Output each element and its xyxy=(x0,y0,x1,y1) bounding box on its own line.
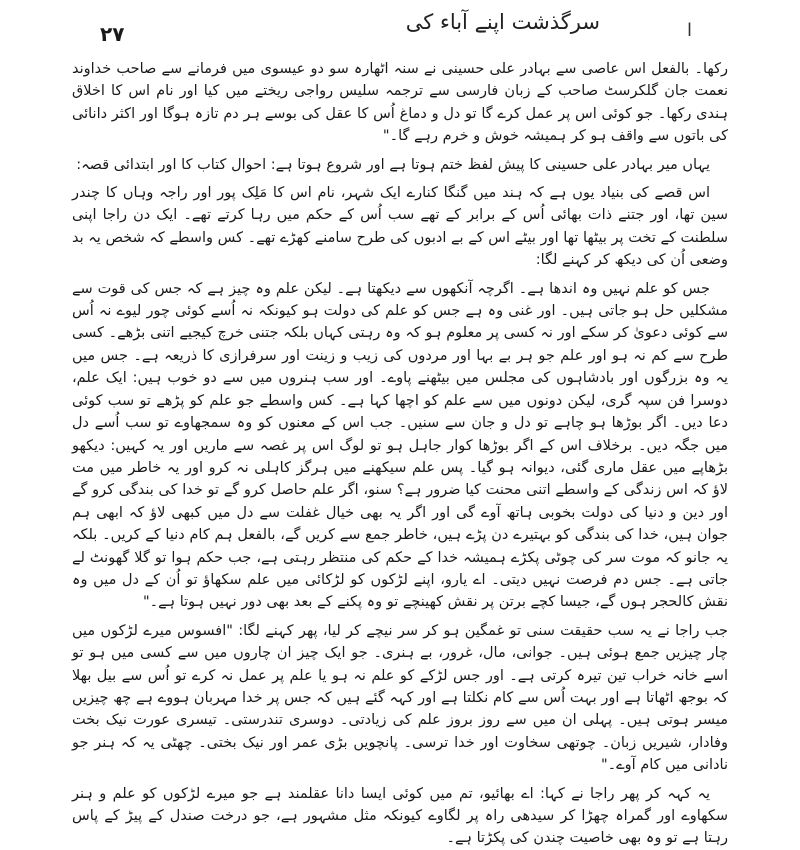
paragraph-speech-on-knowledge: جس کو علم نہیں وہ اندھا ہے۔ اگرچہ آنکھوں سے دیکھتا ہے۔ لیکن علم وہ چیز ہے کہ جس کی قوت سے مشکلیں حل ہو جاتی ہیں۔ اور غنی وہ ہے جس کو علم کی دولت ہو کیونکہ نہ اُسے کوئی چور لیوے نہ اُس سے کوئی دعویٰ کر سکے اور نہ کسی پر معلوم ہو کہ وہ رہتی کہاں بلکہ جتنی خرچ کیجیے اتنی بڑھے۔ کسی طرح سے کم نہ ہو اور علم جو ہر بے بہا اور مردوں کی زیب و زینت اور سرفرازی کا ذریعہ ہے۔ جس میں یہ وہ بزرگوں اور بادشاہوں کی مجلس میں بیٹھنے پاوے۔ اور سب ہنروں میں سے دو خوب ہیں: ایک علم، دوسرا فن سپہ گری، لیکن دونوں میں سے علم کو اچھا کہا ہے۔ کس واسطے جو علم کو پڑھے تو سب کوئی دعا دیں۔ اگر بوڑھا ہو چاہے تو دل و جان سے سنیں۔ جب اس کے معنوں کو وہ سمجھاوے تو سب اُسے دل میں جگہ دیں۔ برخلاف اس کے اگر بوڑھا کوار جاہل ہو تو لوگ اس پر غصہ سے ماریں اور یہ کہیں: دیکھو بڑھاپے میں عقل ماری گئی، دیوانہ ہو گیا۔ پس علم سیکھنے میں ہرگز کاہلی نہ کرو اور یہ خاطر میں مت لاؤ کہ اس زندگی کے واسطے اتنی محنت کیا ضرور ہے؟ سنو، اگر علم حاصل کرو گے تو خدا کی بندگی کرو گے اور دین و دنیا کی دولت بخوبی ہاتھ آوے گی اور اگر یہ بھی خیال غفلت سے دل میں کبھی لاؤ کہ ابھی ہم جوان ہیں، خدا کی بندگی کو بہتیرے دن پڑے ہیں، خاطر جمع سے کریں گے، بالفعل ہم کام دنیا کے کریں۔ بلکہ یہ جانو کہ موت سر کی چوٹی پکڑے ہمیشہ خدا کے حکم کی منتظر رہتی ہے، جب حکم ہوا تو گلا گھونٹ لے جاتی ہے۔ جس دم فرصت نہیں دیتی۔ اے یارو، اپنے لڑکوں کو لڑکائی میں علم سکھاؤ تو اُن کے دل میں وہ نقش کالحجر ہوں گے، جیسا کچے برتن پر نقش کھینچے تو وہ پکنے کے بعد بھی دور نہیں ہوتا ہے۔" xyxy=(72,280,728,611)
page-number: ۲۷ xyxy=(100,22,125,46)
body-text xyxy=(72,58,728,850)
paragraph-raja-reply: جب راجا نے یہ سب حقیقت سنی تو غمگین ہو کر سر نیچے کر لیا، پھر کہنے لگا: "افسوس میرے لڑکوں میں چار چیزیں جمع ہوئی ہیں۔ جوانی، مال، غرور، بے ہنری۔ جو ایک چیز ان چاروں میں سے کسی میں ہو تو اسے خانہ خراب تین تیرہ کرتی ہے۔ اور جس لڑکے کو علم نہ ہو یا علم پر عمل نہ کرے تو اُس سے بیل بھلا کہ بوجھ اٹھاتا ہے اور بہت اُس سے کام نکلتا ہے اور کہہ گئے ہیں کہ جس پر خدا مہربان ہووے ہے چھ چیزیں میسر ہوتی ہیں۔ پہلی ان میں سے روز بروز علم کی زیادتی۔ دوسری تندرستی۔ تیسری عورت نیک بخت وفادار، شیریں زبان۔ چوتھی سخاوت اور خدا ترسی۔ پانچویں بڑی عمر اور نیک بختی۔ چھٹی یہ کہ ہنر جو نادانی میں کام آوے۔" xyxy=(72,622,728,774)
paragraph-story-opening: اس قصے کی بنیاد یوں ہے کہ ہند میں گنگا کنارے ایک شہر، نام اس کا مَلِک پور اور راجہ وہاں کا چندر سین تھا، اور جتنے ذات بھائی اُس کے برابر کے تھے سب اُس کے حکم میں رہا کرتے تھے۔ ایک دن راجا اپنی سلطنت کے تخت پر بیٹھا تھا اور بیٹے اس کے بے ادبوں کی طرح سامنے کھڑے تھے۔ کس واسطے کہ شخص یہ بد وضعی اُن کی دیکھ کر کہنے لگا: xyxy=(72,185,728,269)
paragraph-preface-end: یہاں میر بہادر علی حسینی کا پیش لفظ ختم ہوتا ہے اور شروع ہوتا ہے: احوال کتاب کا اور ابتدائی قصہ: xyxy=(76,156,710,173)
paragraph-translation-note: رکھا۔ بالفعل اس عاصی سے بہادر علی حسینی نے سنہ اٹھارہ سو دو عیسوی میں فرمانے سے صاحب خداوند نعمت جان گلکرسٹ صاحب کے زبان فارسی سے ترجمہ سلیس رواجی ریختے میں کیا اور نام اس کا اخلاق ہندی رکھا۔ جو کوئی اس پر عمل کرے گا تو دل و دماغ اُس کا عقل کی بوسے ہر دم تازہ ہوگا اور اکثر دانائی کی باتوں سے واقف ہو کر ہمیشہ خوش و خرم رہے گا۔" xyxy=(72,61,728,145)
paragraph-raja-request: یہ کہہ کر پھر راجا نے کہا: اے بھائیو، تم میں کوئی ایسا دانا عقلمند ہے جو میرے لڑکوں کو علم و ہنر سکھاوے اور گمراہ چھڑا کر سیدھی راہ پر لگاوے کیونکہ مثل مشہور ہے، جو درخت صندل کے پیڑ کے پاس رہتا ہے تو وہ بھی خاصیت چندن کی پکڑتا ہے۔ xyxy=(72,785,728,847)
corner-mark: ا xyxy=(686,20,692,41)
running-head: سرگذشت اپنے آباء کی xyxy=(405,10,600,34)
page-header xyxy=(90,8,730,50)
